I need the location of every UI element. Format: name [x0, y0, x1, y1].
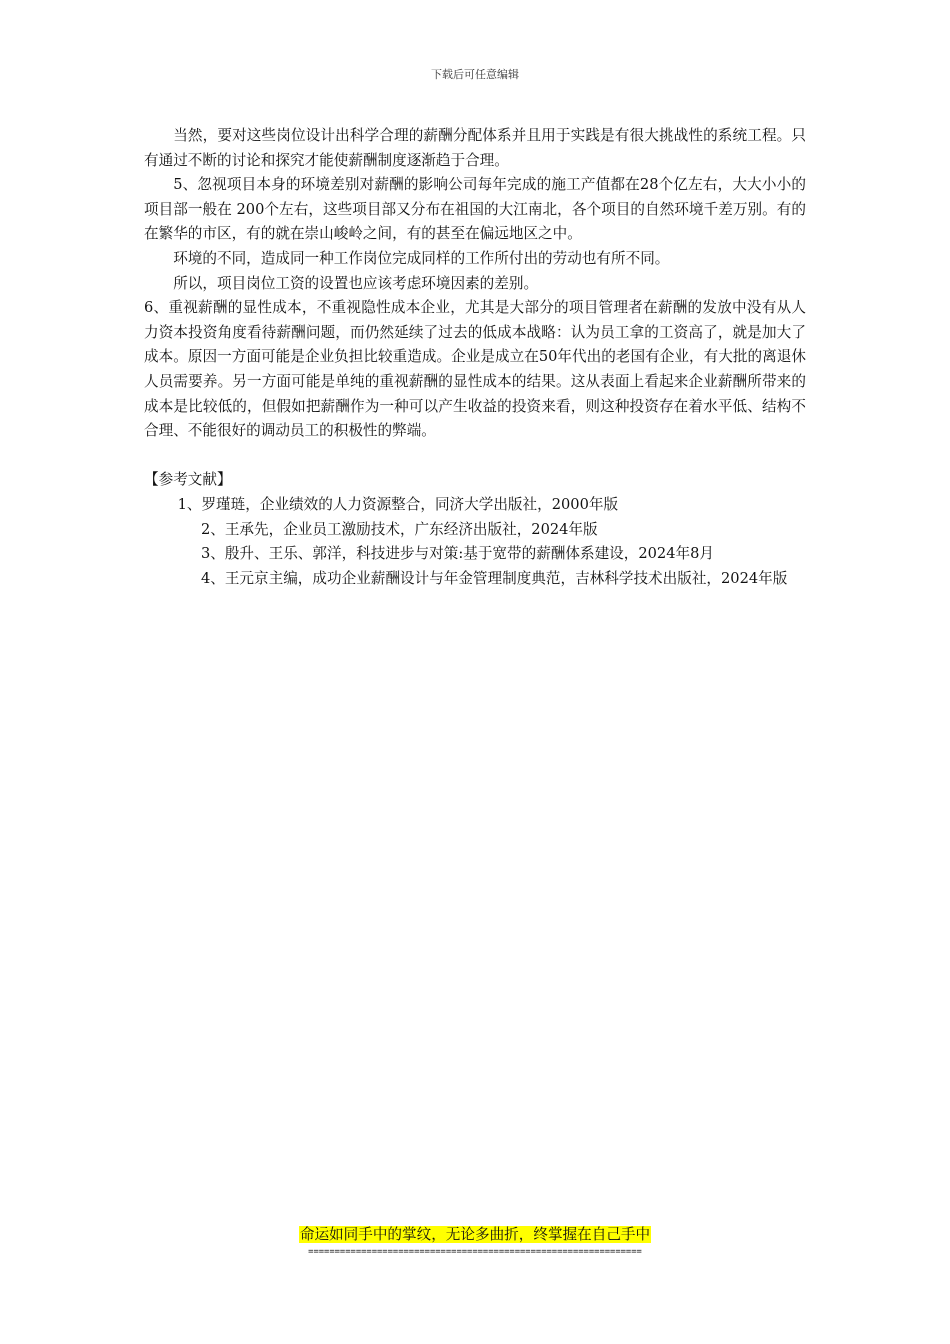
reference-item-3: 3、殷升、王乐、郭洋，科技进步与对策:基于宽带的薪酬体系建设，2024年8月 — [200, 545, 714, 563]
document-body — [144, 124, 806, 591]
references-section — [144, 468, 806, 591]
paragraph-5: 6、重视薪酬的显性成本，不重视隐性成本企业，尤其是大部分的项目管理者在薪酬的发放中没有从人力资本投资角度看待薪酬问题，而仍然延续了过去的低成本战略：认为员工拿的工资高了，就是加大了成本。原因一方面可能是企业负担比较重造成。企业是成立在50年代出的老国有企业，有大批的离退休人员需要养。另一方面可能是单纯的重视薪酬的显性成本的结果。这从表面上看起来企业薪酬所带来的成本是比较低的，但假如把薪酬作为一种可以产生收益的投资来看，则这种投资存在着水平低、结构不合理、不能很好的调动员工的积极性的弊端。 — [144, 299, 806, 440]
footer-motto-text: 命运如同手中的掌纹，无论多曲折，终掌握在自己手中 — [299, 1226, 651, 1243]
paragraph-3: 环境的不同，造成同一种工作岗位完成同样的工作所付出的劳动也有所不同。 — [173, 249, 670, 267]
paragraph-1: 当然，要对这些岗位设计出科学合理的薪酬分配体系并且用于实践是有很大挑战性的系统工程。只有通过不断的讨论和探究才能使薪酬制度逐渐趋于合理。 — [144, 127, 806, 169]
references-heading: 【参考文献】 — [144, 471, 232, 489]
reference-item-1: 1、罗瑾琏，企业绩效的人力资源整合，同济大学出版社，2000年版 — [177, 495, 619, 513]
footer-motto — [0, 1225, 950, 1245]
reference-item-4: 4、王元京主编，成功企业薪酬设计与年金管理制度典范，吉林科学技术出版社，2024年版 — [200, 569, 788, 587]
page-header-note: 下载后可任意编辑 — [431, 68, 519, 81]
paragraph-4: 所以，项目岗位工资的设置也应该考虑环境因素的差别。 — [173, 274, 539, 292]
footer-rule: =============================================================== — [308, 1247, 642, 1257]
section-spacer — [144, 444, 806, 469]
reference-item-2: 2、王承先，企业员工激励技术，广东经济出版社，2024年版 — [200, 520, 598, 538]
paragraph-2: 5、忽视项目本身的环境差别对薪酬的影响公司每年完成的施工产值都在28个亿左右，大大小小的项目部一般在 200个左右，这些项目部又分布在祖国的大江南北，各个项目的自然环境千差万别。有的在繁华的市区，有的就在崇山峻岭之间，有的甚至在偏远地区之中。 — [144, 176, 806, 243]
